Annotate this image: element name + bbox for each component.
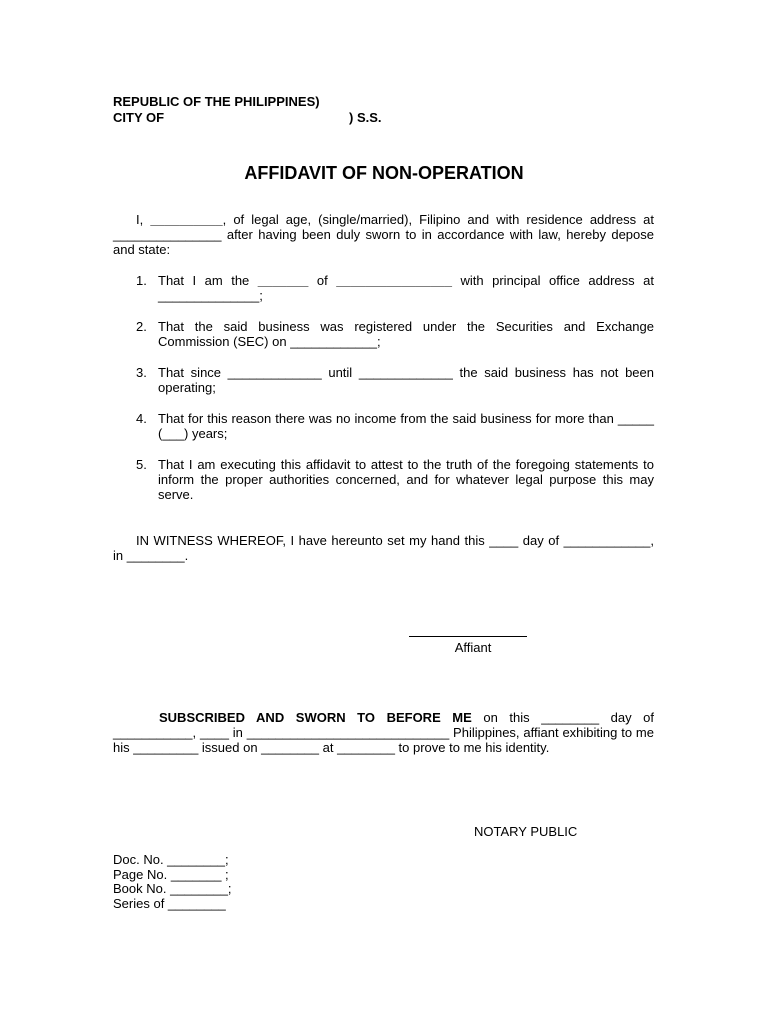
list-item	[113, 319, 654, 349]
affiant-signature-line	[409, 636, 527, 637]
jurat-text: on this ________ day of ___________, ____ in ____________________________ Philippines, affiant exhibiting to me his _________ issued on ________ at ________ to prove to me his identity.	[113, 710, 655, 755]
list-item-number: 2.	[136, 319, 147, 334]
intro-paragraph	[113, 212, 654, 257]
list-item	[113, 411, 654, 441]
doc-no-line: Doc. No. ________;	[113, 852, 229, 867]
document-header	[113, 94, 382, 126]
company-blank: ________________	[336, 273, 452, 288]
list-item-text: with principal office address at ______________;	[158, 273, 654, 303]
list-item-text: That the said business was registered under the Securities and Exchange Commission (SEC) on ____________;	[158, 319, 654, 349]
jurat-paragraph	[113, 710, 654, 755]
list-item-number: 1.	[136, 273, 147, 288]
witness-paragraph: IN WITNESS WHEREOF, I have hereunto set my hand this ____ day of ____________, in ________.	[113, 533, 654, 563]
jurat-bold-text: SUBSCRIBED AND SWORN TO BEFORE ME	[159, 710, 472, 725]
list-item-number: 3.	[136, 365, 147, 380]
book-no-line: Book No. ________;	[113, 881, 232, 896]
header-city-line: CITY OF	[113, 110, 165, 125]
intro-text-rest: , of legal age, (single/married), Filipino and with residence address at _______________ after having been duly sworn to in accordance with law, hereby depose and state:	[113, 212, 655, 257]
list-item	[113, 457, 654, 502]
list-item-text: of	[308, 273, 337, 288]
intro-name-blank: __________	[150, 212, 223, 227]
list-item-number: 4.	[136, 411, 147, 426]
statements-list	[113, 273, 654, 518]
affiant-label: Affiant	[454, 640, 492, 655]
list-item-text: That since _____________ until _____________ the said business has not been operating;	[158, 365, 654, 395]
notarial-register	[113, 853, 232, 911]
intro-text-start: I,	[136, 212, 151, 227]
list-item-text: That for this reason there was no income from the said business for more than _____ (___) years;	[158, 411, 654, 441]
document-title: AFFIDAVIT OF NON-OPERATION	[244, 163, 524, 183]
list-item-text: That I am the	[158, 273, 258, 288]
header-ss-label: ) S.S.	[349, 110, 382, 125]
series-line: Series of ________	[113, 895, 226, 911]
page-no-line: Page No. _______ ;	[113, 866, 229, 882]
list-item	[113, 273, 654, 303]
position-blank: _______	[257, 273, 309, 288]
list-item-text: That I am executing this affidavit to attest to the truth of the foregoing statements to inform the proper authorities concerned, and for whatever legal purpose this may serve.	[158, 457, 654, 502]
list-item-number: 5.	[136, 457, 147, 472]
header-republic-line: REPUBLIC OF THE PHILIPPINES)	[113, 94, 320, 109]
list-item	[113, 365, 654, 395]
notary-public-label: NOTARY PUBLIC	[474, 824, 578, 839]
